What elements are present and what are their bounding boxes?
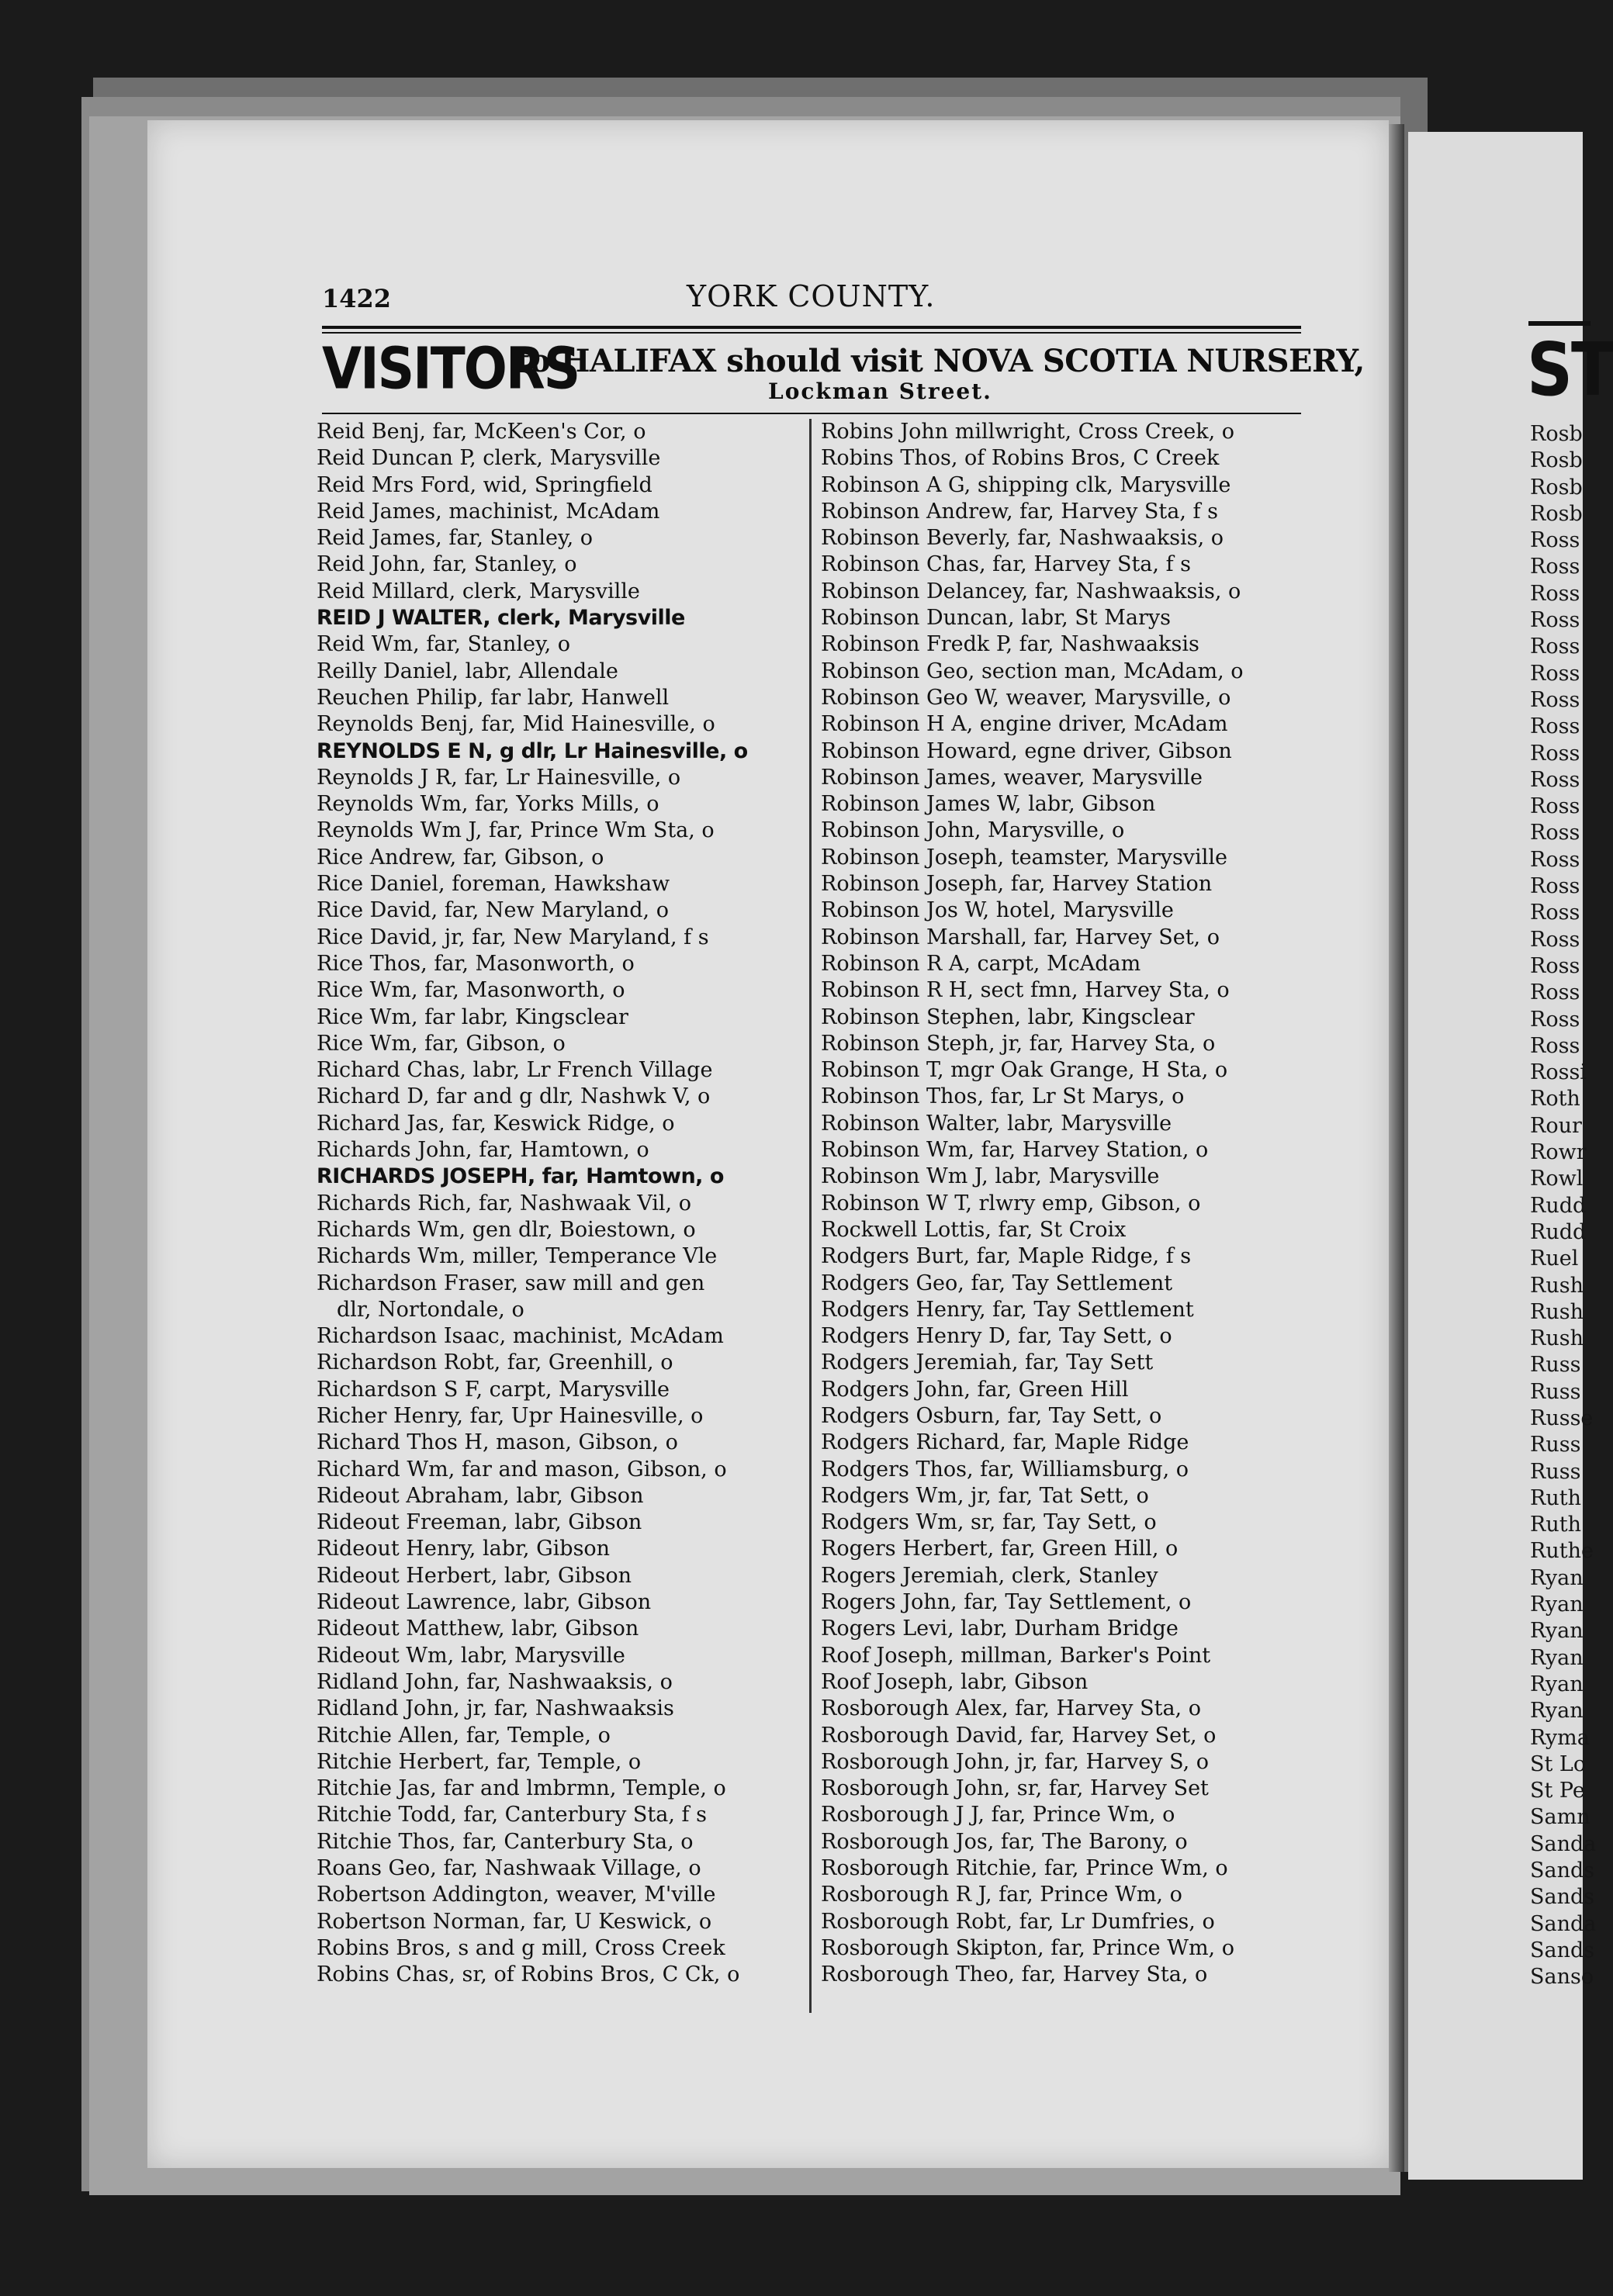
directory-entry: Richardson Fraser, saw mill and gen (317, 1271, 705, 1295)
directory-entry: Robinson Andrew, far, Harvey Sta, f s (821, 499, 1218, 524)
directory-entry: Reynolds Benj, far, Mid Hainesville, o (317, 712, 715, 737)
directory-entry: Robinson R H, sect fmn, Harvey Sta, o (821, 978, 1230, 1003)
column-divider (809, 419, 812, 2013)
next-page-entry-fragment: Ross (1530, 661, 1580, 686)
directory-entry: Robinson James W, labr, Gibson (821, 792, 1156, 817)
directory-entry: Rodgers Wm, sr, far, Tay Sett, o (821, 1510, 1157, 1535)
next-page-entry-fragment: Russ (1530, 1353, 1581, 1378)
directory-entry: Robinson John, Marysville, o (821, 818, 1125, 843)
directory-entry: Robinson Chas, far, Harvey Sta, f s (821, 552, 1191, 577)
next-page-entry-fragment: Ross (1530, 901, 1580, 925)
directory-entry: Rodgers Geo, far, Tay Settlement (821, 1271, 1173, 1295)
directory-entry: Richards Wm, gen dlr, Boiestown, o (317, 1217, 696, 1242)
advertisement-line: to HALIFAX should visit NOVA SCOTIA NURSERY, (516, 343, 1365, 379)
next-page-entry-fragment: Samn (1530, 1805, 1591, 1830)
directory-entry: Robinson Thos, far, Lr St Marys, o (821, 1084, 1185, 1109)
directory-entry: Reynolds Wm, far, Yorks Mills, o (317, 792, 659, 817)
directory-entry: Robinson Howard, egne driver, Gibson (821, 738, 1232, 763)
directory-entry: Robinson Geo, section man, McAdam, o (821, 659, 1244, 683)
directory-entry: Rosborough Ritchie, far, Prince Wm, o (821, 1856, 1228, 1881)
next-page-entry-fragment: Ruth (1530, 1513, 1581, 1537)
next-page-entry-fragment: Rush (1530, 1326, 1584, 1351)
next-page-entry-fragment: Rossi (1530, 1060, 1587, 1085)
directory-entry: Robinson Stephen, labr, Kingsclear (821, 1004, 1195, 1029)
directory-entry: Robins Bros, s and g mill, Cross Creek (317, 1935, 725, 1960)
directory-entry: Rideout Henry, labr, Gibson (317, 1537, 611, 1561)
next-page-entry-fragment: Ross (1530, 714, 1580, 739)
directory-entry: Reuchen Philip, far labr, Hanwell (317, 685, 670, 710)
next-page-entry-fragment: Ross (1530, 741, 1580, 766)
next-page-entry-fragment: Ruel (1530, 1247, 1579, 1271)
directory-entry: Robinson A G, shipping clk, Marysville (821, 472, 1231, 497)
directory-entry: Richard Chas, labr, Lr French Village (317, 1058, 713, 1083)
directory-entry: Reilly Daniel, labr, Allendale (317, 659, 618, 683)
next-page-entry-fragment: Rush (1530, 1273, 1584, 1298)
next-page-entry-fragment: Ryan (1530, 1645, 1584, 1670)
next-page-entry-fragment: Ross (1530, 980, 1580, 1005)
directory-entry: Richardson Robt, far, Greenhill, o (317, 1350, 673, 1375)
directory-entry: Ritchie Todd, far, Canterbury Sta, f s (317, 1803, 707, 1827)
directory-entry: Robinson Joseph, teamster, Marysville (821, 845, 1227, 870)
next-page-entry-fragment: St Lo (1530, 1751, 1587, 1776)
directory-entry: Ritchie Thos, far, Canterbury Sta, o (317, 1829, 694, 1854)
next-page-entry-fragment: Rosb (1530, 422, 1583, 446)
directory-entry: Rodgers Richard, far, Maple Ridge (821, 1430, 1189, 1455)
directory-entry: Rice Daniel, foreman, Hawkshaw (317, 872, 670, 897)
directory-entry: Reid James, machinist, McAdam (317, 499, 660, 524)
directory-entry: Robinson Duncan, labr, St Marys (821, 606, 1171, 631)
directory-entry: Rideout Matthew, labr, Gibson (317, 1617, 639, 1641)
directory-entry: Rogers John, far, Tay Settlement, o (821, 1590, 1192, 1615)
directory-entry: Rodgers Wm, jr, far, Tat Sett, o (821, 1483, 1149, 1508)
page-header (322, 279, 1307, 318)
directory-entry: Reid Wm, far, Stanley, o (317, 632, 571, 657)
directory-entry: Rice Andrew, far, Gibson, o (317, 845, 604, 870)
directory-entry: Reid James, far, Stanley, o (317, 526, 594, 551)
directory-entry: Rogers Herbert, far, Green Hill, o (821, 1537, 1179, 1561)
directory-entry: Reid John, far, Stanley, o (317, 552, 577, 577)
directory-entry: Rideout Lawrence, labr, Gibson (317, 1590, 652, 1615)
directory-entry: Rosborough Alex, far, Harvey Sta, o (821, 1696, 1201, 1721)
directory-entry: Rice Wm, far labr, Kingsclear (317, 1004, 628, 1029)
directory-entry: Roof Joseph, labr, Gibson (821, 1669, 1089, 1694)
directory-entry: Ridland John, far, Nashwaaksis, o (317, 1669, 673, 1694)
directory-entry: Richards John, far, Hamtown, o (317, 1138, 649, 1163)
directory-entry: Robinson Joseph, far, Harvey Station (821, 872, 1213, 897)
directory-column-left (317, 419, 748, 1989)
page-title: YORK COUNTY. (687, 279, 936, 313)
directory-entry: Rosborough Robt, far, Lr Dumfries, o (821, 1909, 1215, 1934)
directory-entry: Reid Mrs Ford, wid, Springfield (317, 472, 652, 497)
directory-entry: Reid Millard, clerk, Marysville (317, 579, 640, 603)
directory-entry: Richard Thos H, mason, Gibson, o (317, 1430, 678, 1455)
directory-entry: Rosborough Skipton, far, Prince Wm, o (821, 1935, 1234, 1960)
directory-entry: Reynolds Wm J, far, Prince Wm Sta, o (317, 818, 715, 843)
next-page-entry-fragment: Ross (1530, 847, 1580, 872)
directory-entry: Robinson W T, rlwry emp, Gibson, o (821, 1191, 1201, 1215)
next-page-entry-fragment: Ross (1530, 767, 1580, 792)
next-page-header-fragment: ST (1527, 327, 1613, 413)
directory-entry: Rice David, far, New Maryland, o (317, 898, 669, 923)
directory-entry: Ritchie Allen, far, Temple, o (317, 1723, 611, 1748)
next-page-entry-fragment: Russ (1530, 1459, 1581, 1484)
next-page-entry-fragment: Rowl (1530, 1167, 1584, 1191)
directory-entry: Robinson Marshall, far, Harvey Set, o (821, 925, 1220, 949)
next-page-entry-fragment: Ross (1530, 953, 1580, 978)
directory-entry: Roof Joseph, millman, Barker's Point (821, 1643, 1211, 1668)
next-page-entry-fragment: Ross (1530, 1033, 1580, 1058)
directory-entry: Rosborough J J, far, Prince Wm, o (821, 1803, 1175, 1827)
directory-entry: Rosborough John, sr, far, Harvey Set (821, 1776, 1209, 1801)
book-gutter (1389, 124, 1404, 2172)
next-page-entry-fragment: Rosb (1530, 475, 1583, 500)
directory-entry: Rice Wm, far, Gibson, o (317, 1031, 566, 1056)
next-page-entry-fragment: Ross (1530, 821, 1580, 845)
directory-entry: Rodgers John, far, Green Hill (821, 1377, 1129, 1402)
directory-entry: Rodgers Jeremiah, far, Tay Sett (821, 1350, 1154, 1375)
directory-entry: Rideout Abraham, labr, Gibson (317, 1483, 644, 1508)
next-page-entry-fragment: Ryan (1530, 1565, 1584, 1590)
directory-entry: Rosborough R J, far, Prince Wm, o (821, 1883, 1182, 1907)
next-page-entry-fragment: Ryma (1530, 1725, 1590, 1750)
directory-entry: Rodgers Thos, far, Williamsburg, o (821, 1457, 1189, 1482)
next-page-entry-fragment: Ryan (1530, 1592, 1584, 1617)
directory-entry: Roans Geo, far, Nashwaak Village, o (317, 1856, 701, 1881)
directory-entry: Rodgers Osburn, far, Tay Sett, o (821, 1403, 1162, 1428)
next-page-entry-fragment: Ross (1530, 1007, 1580, 1032)
next-page-entry-fragment: Russ (1530, 1379, 1581, 1404)
directory-entry: REID J WALTER, clerk, Marysville (317, 606, 685, 631)
directory-entry: Robinson Wm, far, Harvey Station, o (821, 1138, 1209, 1163)
directory-entry: Rice David, jr, far, New Maryland, f s (317, 925, 709, 949)
advertisement-rule (322, 413, 1301, 414)
next-page-entry-fragment: Ruthe (1530, 1539, 1594, 1564)
next-page-entry-fragment: Russ (1530, 1433, 1581, 1457)
directory-entry: Robinson H A, engine driver, McAdam (821, 712, 1228, 737)
directory-entry: Rogers Levi, labr, Durham Bridge (821, 1617, 1179, 1641)
directory-entry: Ritchie Herbert, far, Temple, o (317, 1749, 642, 1774)
directory-entry: REYNOLDS E N, g dlr, Lr Hainesville, o (317, 738, 748, 763)
next-page-entry-fragment: Ryan (1530, 1619, 1584, 1644)
directory-entry: Richard D, far and g dlr, Nashwk V, o (317, 1084, 711, 1109)
directory-entry: Richardson Isaac, machinist, McAdam (317, 1324, 724, 1349)
directory-entry: Rogers Jeremiah, clerk, Stanley (821, 1563, 1158, 1588)
advertisement-sub: Lockman Street. (768, 379, 992, 404)
directory-entry: Rice Thos, far, Masonworth, o (317, 951, 635, 976)
directory-entry: Rosborough David, far, Harvey Set, o (821, 1723, 1217, 1748)
directory-entry: Rideout Herbert, labr, Gibson (317, 1563, 632, 1588)
next-page-entry-fragment: Sands (1530, 1938, 1595, 1962)
directory-entry: Robins Thos, of Robins Bros, C Creek (821, 446, 1220, 471)
directory-entry: Reynolds J R, far, Lr Hainesville, o (317, 765, 681, 790)
next-page-header-rule (1528, 321, 1591, 326)
next-page-entry-fragment: Ross (1530, 555, 1580, 579)
next-page-entry-fragment: Ross (1530, 608, 1580, 633)
next-page-entry-fragment: Rosb (1530, 501, 1583, 526)
next-page-entry-fragment: St Pe (1530, 1779, 1585, 1803)
directory-entry: Robinson R A, carpt, McAdam (821, 951, 1141, 976)
next-page-entry-fragment: Ruth (1530, 1485, 1581, 1510)
next-page-entry-fragment: Rudd (1530, 1219, 1587, 1244)
next-page-entry-fragment: Ross (1530, 635, 1580, 659)
directory-entry: Reid Benj, far, McKeen's Cor, o (317, 420, 646, 444)
directory-entry: Richards Rich, far, Nashwaak Vil, o (317, 1191, 691, 1215)
next-page-entry-fragment: Ross (1530, 794, 1580, 819)
directory-entry: Robins John millwright, Cross Creek, o (821, 420, 1235, 444)
directory-entry: Richard Wm, far and mason, Gibson, o (317, 1457, 727, 1482)
next-page-entry-fragment: Sands (1530, 1859, 1595, 1883)
directory-entry: Robinson James, weaver, Marysville (821, 765, 1203, 790)
directory-entry: Robins Chas, sr, of Robins Bros, C Ck, o (317, 1962, 740, 1987)
directory-entry: Richards Wm, miller, Temperance Vle (317, 1244, 718, 1269)
directory-entry: Richardson S F, carpt, Marysville (317, 1377, 670, 1402)
directory-entry: Robinson Wm J, labr, Marysville (821, 1164, 1160, 1189)
directory-entry: Robinson Walter, labr, Marysville (821, 1111, 1172, 1136)
directory-entry: dlr, Nortondale, o (337, 1297, 524, 1322)
directory-entry: Robinson Delancey, far, Nashwaaksis, o (821, 579, 1241, 603)
next-page-entry-fragment: Ross (1530, 687, 1580, 712)
directory-entry: Robinson Beverly, far, Nashwaaksis, o (821, 526, 1224, 551)
next-page-entry-fragment: Rush (1530, 1299, 1584, 1324)
directory-entry: Robinson Fredk P, far, Nashwaaksis (821, 632, 1199, 657)
directory-entry: RICHARDS JOSEPH, far, Hamtown, o (317, 1164, 724, 1189)
directory-entry: Rideout Wm, labr, Marysville (317, 1643, 625, 1668)
next-page-entry-fragment: Ross (1530, 927, 1580, 952)
directory-entry: Rodgers Burt, far, Maple Ridge, f s (821, 1244, 1192, 1269)
directory-entry: Rodgers Henry D, far, Tay Sett, o (821, 1324, 1172, 1349)
next-page-entry-fragment: Rosb (1530, 448, 1583, 473)
directory-entry: Robertson Norman, far, U Keswick, o (317, 1909, 712, 1934)
directory-entry: Rosborough Jos, far, The Barony, o (821, 1829, 1188, 1854)
directory-entry: Robertson Addington, weaver, M'ville (317, 1883, 716, 1907)
next-page-entry-fragment: Sanda (1530, 1831, 1597, 1856)
next-page-fragments (1530, 421, 1596, 1991)
header-rule-thin (322, 332, 1301, 334)
next-page-entry-fragment: Ross (1530, 874, 1580, 899)
directory-column-right (821, 419, 1244, 1989)
next-page-entry-fragment: Rudd (1530, 1193, 1587, 1218)
next-page-entry-fragment: Rour (1530, 1113, 1582, 1138)
next-page-entry-fragment: Ryan (1530, 1672, 1584, 1696)
next-page-entry-fragment: Roth (1530, 1087, 1580, 1112)
next-page-entry-fragment: Sanso (1530, 1965, 1594, 1990)
directory-entry: Rideout Freeman, labr, Gibson (317, 1510, 642, 1535)
next-page-entry-fragment: Rowr (1530, 1140, 1587, 1165)
directory-entry: Rockwell Lottis, far, St Croix (821, 1217, 1127, 1242)
directory-entry: Ridland John, jr, far, Nashwaaksis (317, 1696, 674, 1721)
directory-entry: Robinson Steph, jr, far, Harvey Sta, o (821, 1031, 1216, 1056)
next-page-entry-fragment: Ross (1530, 581, 1580, 606)
next-page-entry-fragment: Ryan (1530, 1699, 1584, 1724)
directory-entry: Richard Jas, far, Keswick Ridge, o (317, 1111, 675, 1136)
directory-entry: Robinson Geo W, weaver, Marysville, o (821, 685, 1231, 710)
advertisement-big-word: VISITORS (322, 335, 580, 403)
advertisement-banner (322, 335, 1365, 413)
directory-entry: Rosborough Theo, far, Harvey Sta, o (821, 1962, 1208, 1987)
directory-entry: Robinson Jos W, hotel, Marysville (821, 898, 1174, 923)
header-rule-thick (322, 326, 1301, 329)
directory-entry: Rice Wm, far, Masonworth, o (317, 978, 625, 1003)
directory-entry: Ritchie Jas, far and lmbrmn, Temple, o (317, 1776, 726, 1801)
next-page-entry-fragment: Sands (1530, 1885, 1595, 1910)
directory-entry: Robinson T, mgr Oak Grange, H Sta, o (821, 1058, 1228, 1083)
page-number: 1422 (322, 284, 392, 313)
directory-entry: Richer Henry, far, Upr Hainesville, o (317, 1403, 704, 1428)
next-page-entry-fragment: Ross (1530, 528, 1580, 553)
next-page-entry-fragment: Russe (1530, 1406, 1594, 1430)
directory-entry: Reid Duncan P, clerk, Marysville (317, 446, 661, 471)
next-page-entry-fragment: Sanda (1530, 1911, 1597, 1936)
directory-entry: Rosborough John, jr, far, Harvey S, o (821, 1749, 1210, 1774)
directory-entry: Rodgers Henry, far, Tay Settlement (821, 1297, 1194, 1322)
